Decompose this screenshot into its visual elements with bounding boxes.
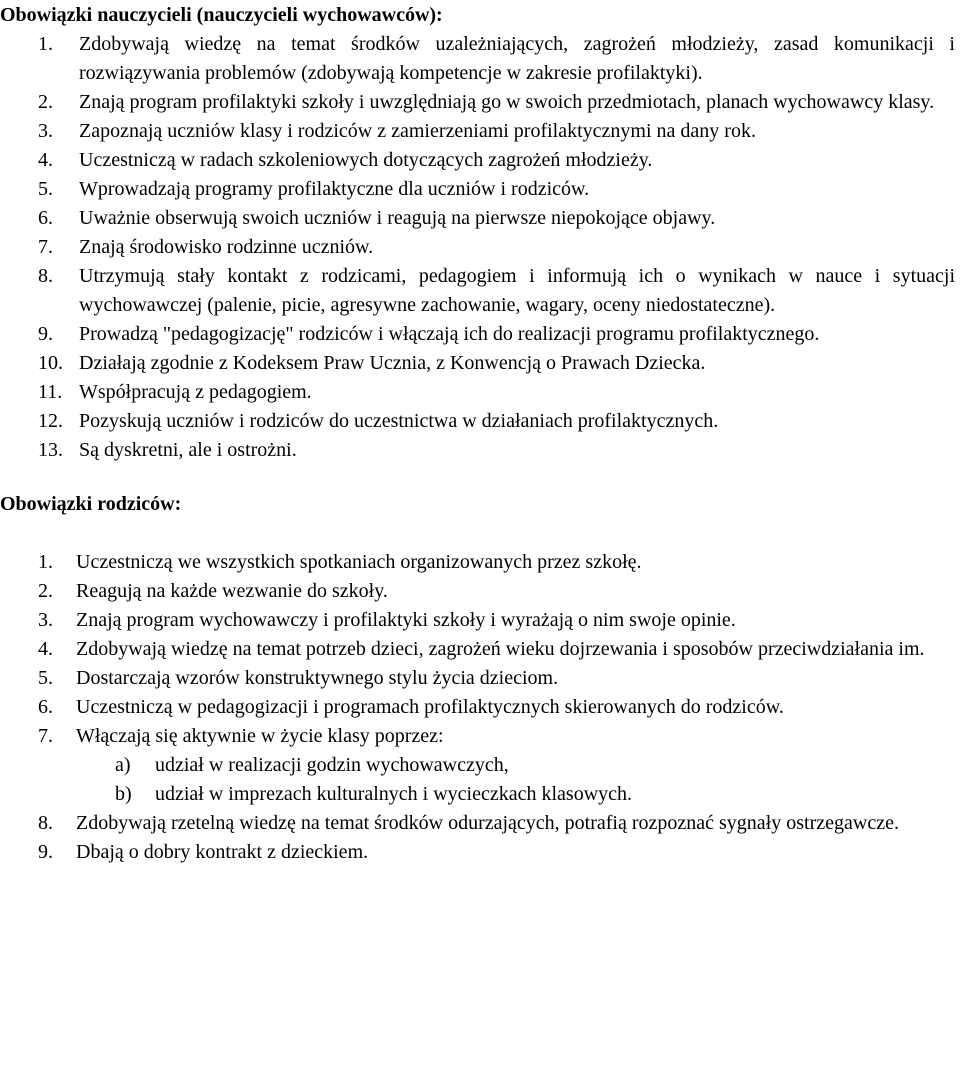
item-number: 5. xyxy=(38,178,53,200)
list-item xyxy=(0,664,955,693)
item-text: Dostarczają wzorów konstruktywnego stylu życia dzieciom. xyxy=(76,667,559,689)
item-text: Znają program wychowawczy i profilaktyki szkoły i wyrażają o nim swoje opinie. xyxy=(76,609,736,631)
item-number: 8. xyxy=(38,265,53,287)
item-number: 1. xyxy=(38,33,53,55)
item-text: Zdobywają rzetelną wiedzę na temat środków odurzających, potrafią rozpoznać sygnały ostrzegawcze. xyxy=(76,812,899,834)
list-item xyxy=(0,146,955,175)
item-number: 7. xyxy=(38,725,53,747)
item-text: Zdobywają wiedzę na temat potrzeb dzieci, zagrożeń wieku dojrzewania i sposobów przeciwdziałania im. xyxy=(76,638,925,660)
item-number: 5. xyxy=(38,667,53,689)
item-number: 9. xyxy=(38,841,53,863)
list-item xyxy=(0,175,955,204)
item-number: 11. xyxy=(38,381,63,403)
item-text: Współpracują z pedagogiem. xyxy=(79,381,312,403)
parents-duties-list-continued xyxy=(0,809,955,867)
item-number: 6. xyxy=(38,696,53,718)
subitem-letter: b) xyxy=(115,783,132,805)
list-item xyxy=(0,349,955,378)
item-number: 12. xyxy=(38,410,63,432)
item-number: 10. xyxy=(38,352,63,374)
item-text: Pozyskują uczniów i rodziców do uczestnictwa w działaniach profilaktycznych. xyxy=(79,410,719,432)
item-number: 3. xyxy=(38,609,53,631)
item-text: Uczestniczą we wszystkich spotkaniach organizowanych przez szkołę. xyxy=(76,551,642,573)
item-number: 2. xyxy=(38,580,53,602)
item-number: 4. xyxy=(38,149,53,171)
list-item xyxy=(0,407,955,436)
item-number: 4. xyxy=(38,638,53,660)
item-text: Znają środowisko rodzinne uczniów. xyxy=(79,236,374,258)
item-text: Prowadzą "pedagogizację" rodziców i włączają ich do realizacji programu profilaktycznego. xyxy=(79,323,820,345)
item-text: Reagują na każde wezwanie do szkoły. xyxy=(76,580,388,602)
item-text: Włączają się aktywnie w życie klasy poprzez: xyxy=(76,725,444,747)
sublist-item xyxy=(0,751,955,780)
item-text: Dbają o dobry kontrakt z dzieckiem. xyxy=(76,841,369,863)
item-number: 6. xyxy=(38,207,53,229)
item-text: Znają program profilaktyki szkoły i uwzględniają go w swoich przedmiotach, planach wychowawcy klasy. xyxy=(79,91,935,113)
subitem-text: udział w realizacji godzin wychowawczych, xyxy=(155,754,509,776)
subitem-letter: a) xyxy=(115,754,131,776)
item-text: Utrzymują stały kontakt z rodzicami, pedagogiem i informują ich o wynikach w nauce i sytuacji wychowawczej (palenie, picie, agresywne zachowanie, wagary, oceny niedostateczne). xyxy=(79,265,955,316)
item-number: 2. xyxy=(38,91,53,113)
list-item xyxy=(0,378,955,407)
item-number: 13. xyxy=(38,439,63,461)
list-item xyxy=(0,204,955,233)
list-item xyxy=(0,809,955,838)
list-item xyxy=(0,30,955,88)
list-item xyxy=(0,838,955,867)
list-item xyxy=(0,635,955,664)
item-text: Zapoznają uczniów klasy i rodziców z zamierzeniami profilaktycznymi na dany rok. xyxy=(79,120,756,142)
item-text: Działają zgodnie z Kodeksem Praw Ucznia, z Konwencją o Prawach Dziecka. xyxy=(79,352,706,374)
item-text: Są dyskretni, ale i ostrożni. xyxy=(79,439,297,461)
class-activity-sublist xyxy=(0,751,955,809)
item-text: Zdobywają wiedzę na temat środków uzależniających, zagrożeń młodzieży, zasad komunikacji i rozwiązywania problemów (zdobywają kompetencje w zakresie profilaktyki). xyxy=(79,33,955,84)
list-item xyxy=(0,693,955,722)
list-item xyxy=(0,722,955,751)
list-item xyxy=(0,320,955,349)
item-text: Uczestniczą w pedagogizacji i programach profilaktycznych skierowanych do rodziców. xyxy=(76,696,784,718)
item-text: Wprowadzają programy profilaktyczne dla uczniów i rodziców. xyxy=(79,178,590,200)
list-item xyxy=(0,436,955,465)
teachers-heading: Obowiązki nauczycieli (nauczycieli wychowawców): xyxy=(0,4,443,26)
list-item xyxy=(0,88,955,117)
list-item xyxy=(0,577,955,606)
subitem-text: udział w imprezach kulturalnych i wycieczkach klasowych. xyxy=(155,783,633,805)
list-item xyxy=(0,117,955,146)
list-item xyxy=(0,262,955,320)
parents-duties-list xyxy=(0,548,955,751)
list-item xyxy=(0,548,955,577)
list-item xyxy=(0,233,955,262)
item-number: 1. xyxy=(38,551,53,573)
list-item xyxy=(0,606,955,635)
parents-heading: Obowiązki rodziców: xyxy=(0,493,182,515)
sublist-item xyxy=(0,780,955,809)
item-number: 3. xyxy=(38,120,53,142)
item-text: Uważnie obserwują swoich uczniów i reagują na pierwsze niepokojące objawy. xyxy=(79,207,716,229)
item-number: 8. xyxy=(38,812,53,834)
item-number: 9. xyxy=(38,323,53,345)
item-text: Uczestniczą w radach szkoleniowych dotyczących zagrożeń młodzieży. xyxy=(79,149,653,171)
item-number: 7. xyxy=(38,236,53,258)
teachers-duties-list xyxy=(0,30,955,465)
